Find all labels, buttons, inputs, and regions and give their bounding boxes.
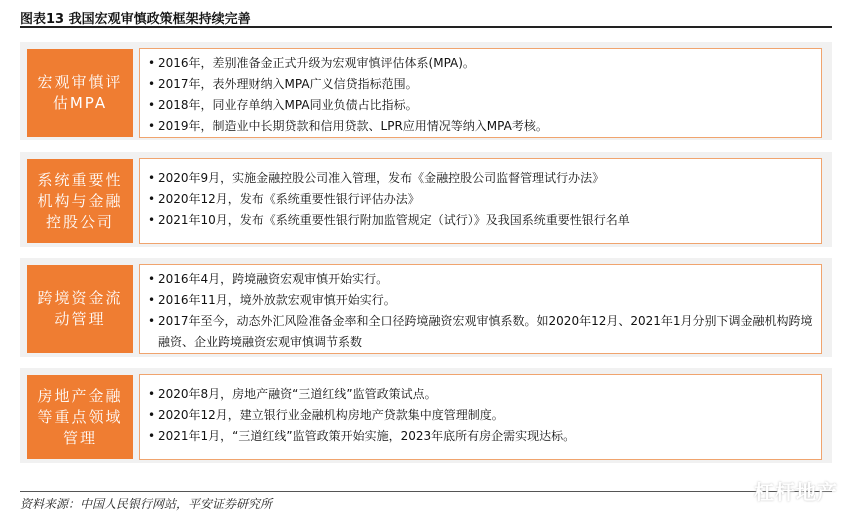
section-systemic-institutions — [20, 152, 832, 247]
list-item: • 2020年9月，实施金融控股公司准入管理，发布《金融控股公司监督管理试行办法》 — [148, 168, 813, 189]
list-item: • 2018年，同业存单纳入MPA同业负债占比指标。 — [148, 95, 813, 116]
section-content — [139, 158, 822, 244]
section-real-estate — [20, 368, 832, 463]
list-item: • 2020年8月，房地产融资“三道红线”监管政策试点。 — [148, 384, 813, 405]
list-item: • 2020年12月，发布《系统重要性银行评估办法》 — [148, 189, 813, 210]
list-item: • 2020年12月，建立银行业金融机构房地产贷款集中度管理制度。 — [148, 405, 813, 426]
section-label: 房地产金融等重点领域管理 — [27, 375, 133, 459]
section-label: 系统重要性机构与金融控股公司 — [27, 159, 133, 243]
source-note: 资料来源：中国人民银行网站，平安证券研究所 — [20, 491, 832, 513]
figure-title: 图表13 我国宏观审慎政策框架持续完善 — [20, 12, 251, 27]
list-item: • 2017年，表外理财纳入MPA广义信贷指标范围。 — [148, 74, 813, 95]
list-item: • 2016年，差别准备金正式升级为宏观审慎评估体系(MPA)。 — [148, 53, 813, 74]
list-item: • 2019年，制造业中长期贷款和信用贷款、LPR应用情况等纳入MPA考核。 — [148, 116, 813, 137]
section-content — [139, 374, 822, 460]
figure-title-bar — [20, 6, 832, 28]
section-label: 宏观审慎评估MPA — [27, 49, 133, 137]
list-item: • 2021年1月，“三道红线”监管政策开始实施，2023年底所有房企需实现达标。 — [148, 426, 813, 447]
section-cross-border — [20, 258, 832, 357]
section-content — [139, 264, 822, 354]
list-item: • 2016年4月，跨境融资宏观审慎开始实行。 — [148, 269, 813, 290]
section-mpa — [20, 42, 832, 140]
section-content — [139, 48, 822, 138]
watermark: 杠杆地产 — [754, 480, 838, 504]
list-item: • 2017年至今，动态外汇风险准备金率和全口径跨境融资宏观审慎系数。如2020年12月、2021年1月分别下调金融机构跨境融资、企业跨境融资宏观审慎调节系数 — [148, 311, 813, 353]
list-item: • 2021年10月，发布《系统重要性银行附加监管规定（试行）》及我国系统重要性银行名单 — [148, 210, 813, 231]
list-item: • 2016年11月，境外放款宏观审慎开始实行。 — [148, 290, 813, 311]
section-label: 跨境资金流动管理 — [27, 265, 133, 353]
